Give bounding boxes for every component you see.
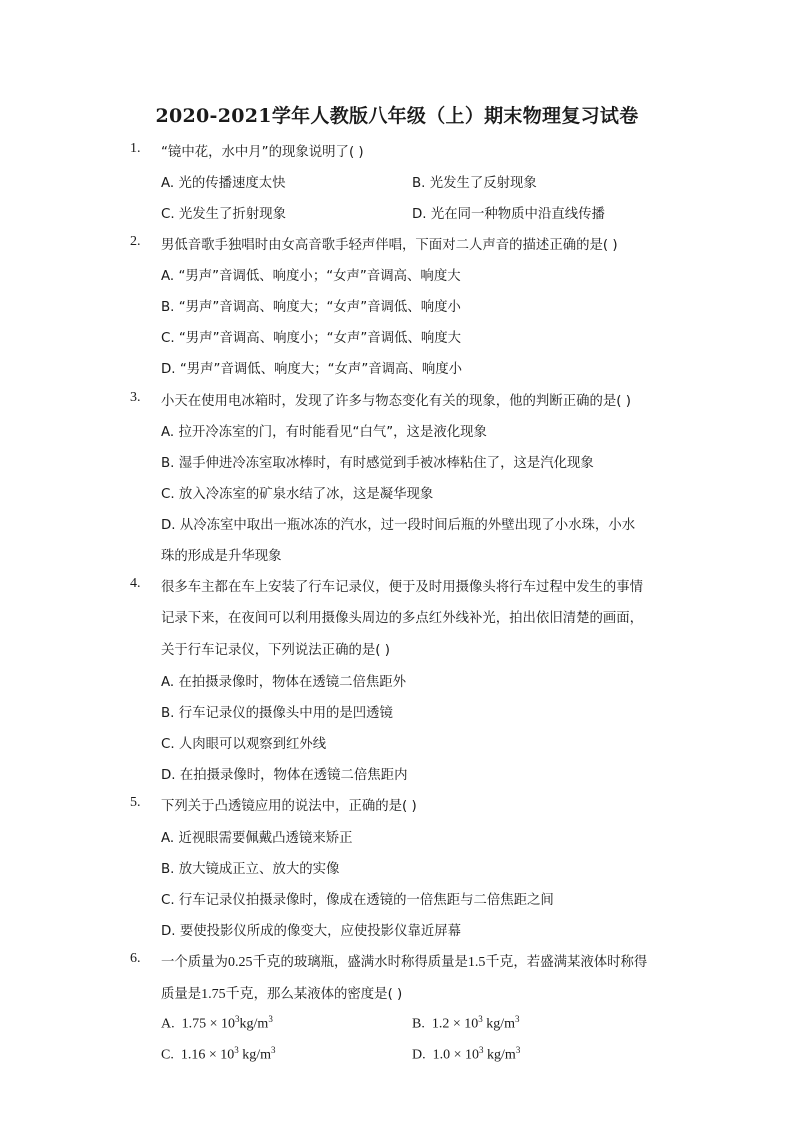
question-2-option-c: C. “男声”音调高、响度小；“女声”音调低、响度大: [161, 331, 462, 346]
question-4-text-line-3: 关于行车记录仪，下列说法正确的是( ): [161, 643, 390, 658]
question-1-text: “镜中花，水中月”的现象说明了( ): [161, 145, 364, 160]
question-6-text-line-2: 质量是1.75千克，那么某液体的密度是( ): [161, 987, 403, 1002]
question-5-option-d: D. 要使投影仪所成的像变大，应使投影仪靠近屏幕: [161, 924, 462, 939]
question-2-option-b: B. “男声”音调高、响度大；“女声”音调低、响度小: [161, 300, 461, 315]
question-2-number: 2.: [130, 234, 141, 249]
question-2-option-d: D. “男声”音调低、响度大；“女声”音调高、响度小: [161, 362, 462, 377]
question-5-option-a: A. 近视眼需要佩戴凸透镜来矫正: [161, 831, 353, 846]
question-4-option-b: B. 行车记录仪的摄像头中用的是凹透镜: [161, 706, 393, 721]
question-6-option-a: A. $1.75 \times 10^3kg/m^3$: [161, 1014, 273, 1032]
question-3-text: 小天在使用电冰箱时，发现了许多与物态变化有关的现象，他的判断正确的是( ): [161, 394, 631, 409]
question-4-option-a: A. 在拍摄录像时，物体在透镜二倍焦距外: [161, 675, 407, 690]
question-1-option-a: A. 光的传播速度太快: [161, 176, 286, 191]
question-4-option-c: C. 人肉眼可以观察到红外线: [161, 737, 327, 752]
question-5-option-c: C. 行车记录仪拍摄录像时，像成在透镜的一倍焦距与二倍焦距之间: [161, 893, 554, 908]
question-2-option-a: A. “男声”音调低、响度小；“女声”音调高、响度大: [161, 269, 461, 284]
question-6-option-b: B. $1.2 \times 10^3$ $kg/m^3$: [412, 1014, 520, 1032]
question-6-option-d: D. $1.0 \times 10^3$ $kg/m^3$: [412, 1045, 521, 1063]
page-title: 2020-2021学年人教版八年级（上）期末物理复习试卷: [155, 105, 639, 127]
question-6-text-line-1: 一个质量为0.25千克的玻璃瓶，盛满水时称得质量是1.5千克，若盛满某液体时称得: [161, 955, 648, 970]
question-1-number: 1.: [130, 141, 141, 156]
question-2-text: 男低音歌手独唱时由女高音歌手轻声伴唱，下面对二人声音的描述正确的是( ): [161, 238, 618, 253]
question-3-option-d-continued: 珠的形成是升华现象: [161, 549, 282, 564]
question-5-option-b: B. 放大镜成正立、放大的实像: [161, 862, 340, 877]
question-4-option-d: D. 在拍摄录像时，物体在透镜二倍焦距内: [161, 768, 408, 783]
question-3-option-b: B. 湿手伸进冷冻室取冰棒时，有时感觉到手被冰棒粘住了，这是汽化现象: [161, 456, 594, 471]
question-4-number: 4.: [130, 576, 141, 591]
question-3-option-a: A. 拉开冷冻室的门，有时能看见“白气”，这是液化现象: [161, 425, 487, 440]
question-5-text: 下列关于凸透镜应用的说法中，正确的是( ): [161, 799, 417, 814]
question-5-number: 5.: [130, 795, 141, 810]
question-1-option-b: B. 光发生了反射现象: [412, 176, 537, 191]
question-4-text-line-2: 记录下来，在夜间可以利用摄像头周边的多点红外线补光，拍出依旧清楚的画面，: [161, 611, 644, 626]
question-3-option-c: C. 放入冷冻室的矿泉水结了冰，这是凝华现象: [161, 487, 434, 502]
question-6-number: 6.: [130, 951, 141, 966]
question-6-option-c: C. $1.16 \times 10^3$ $kg/m^3$: [161, 1045, 276, 1063]
question-1-option-d: D. 光在同一种物质中沿直线传播: [412, 207, 605, 222]
question-3-option-d: D. 从冷冻室中取出一瓶冰冻的汽水，过一段时间后瓶的外壁出现了小水珠，小水: [161, 518, 636, 533]
question-1-option-c: C. 光发生了折射现象: [161, 207, 286, 222]
question-3-number: 3.: [130, 390, 141, 405]
question-4-text-line-1: 很多车主都在车上安装了行车记录仪，便于及时用摄像头将行车过程中发生的事情: [161, 580, 644, 595]
